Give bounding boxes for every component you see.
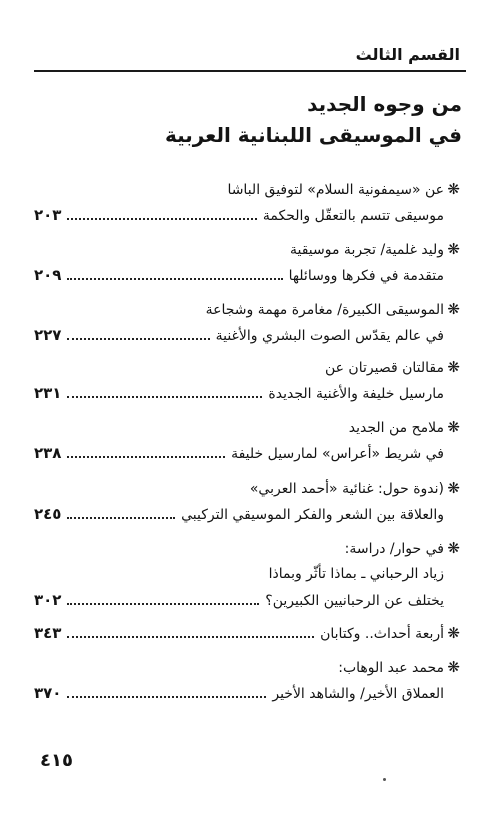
toc-entry[interactable] [34,654,460,706]
dot-leader [67,202,256,220]
bullet-icon: ❋ [447,539,460,557]
entry-title: مقالتان قصيرتان عن [324,360,444,376]
entry-subtitle: يختلف عن الرحبانيين الكبيرين؟ [265,593,444,609]
bullet-icon: ❋ [447,180,460,198]
bullet-icon: ❋ [447,479,460,497]
dot-leader [67,440,225,458]
page-number: ٣٧٠ [34,684,62,702]
entry-subtitle: زياد الرحباني ـ بماذا تأثّر وبماذا [268,566,444,582]
dot-leader [67,620,314,638]
entry-subtitle: في عالم يقدّس الصوت البشري والأغنية [215,328,444,344]
page-number: ٢٠٣ [34,206,62,224]
page-title-line-2: في الموسيقى اللبنانية العربية [164,123,462,147]
entry-title: الموسيقى الكبيرة/ مغامرة مهمة وشجاعة [205,302,444,318]
bullet-icon: ❋ [447,358,460,376]
entry-subtitle: متقدمة في فكرها ووسائلها [288,268,444,284]
page-number: ٢٤٥ [34,505,62,523]
entry-subtitle: موسيقى تتسم بالتعقّل والحكمة [262,208,444,224]
toc-entry[interactable] [34,414,460,466]
entry-title: (ندوة حول: غنائية «أحمد العربي» [249,481,444,497]
page-number: ٢٢٧ [34,326,62,344]
header-rule [34,70,466,72]
page-number: ٣٠٢ [34,591,62,609]
toc-entry[interactable] [34,620,460,646]
dot-leader [67,587,259,605]
entry-subtitle: في شريط «أعراس» لمارسيل خليفة [231,446,444,462]
bullet-icon: ❋ [447,624,460,642]
entry-title: ملامح من الجديد [348,420,444,436]
toc-entry[interactable] [34,535,460,613]
toc-entry[interactable] [34,296,460,348]
entry-subtitle: والعلاقة بين الشعر والفكر الموسيقي التركيبي [181,507,444,523]
toc-entry[interactable] [34,176,460,228]
dot-leader [67,680,266,698]
bullet-icon: ❋ [447,300,460,318]
entry-subtitle: مارسيل خليفة والأغنية الجديدة [268,386,444,402]
entry-title: في حوار/ دراسة: [344,541,444,557]
entry-title: محمد عبد الوهاب: [338,660,444,676]
page-title-line-1: من وجوه الجديد [307,92,462,116]
page-number: ٢٣١ [34,384,62,402]
entry-title: وليد غلمية/ تجربة موسيقية [289,242,444,258]
folio-page-number: ٤١٥ [40,750,73,771]
section-label: القسم الثالث [355,45,460,64]
bullet-icon: ❋ [447,418,460,436]
dot-leader [67,501,175,519]
dot-leader [67,380,262,398]
print-speck [383,778,386,781]
page-number: ٣٤٣ [34,624,62,642]
page-number: ٢٠٩ [34,266,62,284]
entry-subtitle: العملاق الأخير/ والشاهد الأخير [272,686,444,702]
toc-entry[interactable] [34,475,460,527]
dot-leader [67,262,282,280]
dot-leader [67,322,209,340]
toc-entry[interactable] [34,236,460,288]
toc-entry[interactable] [34,354,460,406]
page-number: ٢٣٨ [34,444,62,462]
entry-title: أربعة أحداث.. وكتابان [320,626,444,642]
bullet-icon: ❋ [447,658,460,676]
bullet-icon: ❋ [447,240,460,258]
entry-title: عن «سيمفونية السلام» لتوفيق الباشا [227,182,444,198]
